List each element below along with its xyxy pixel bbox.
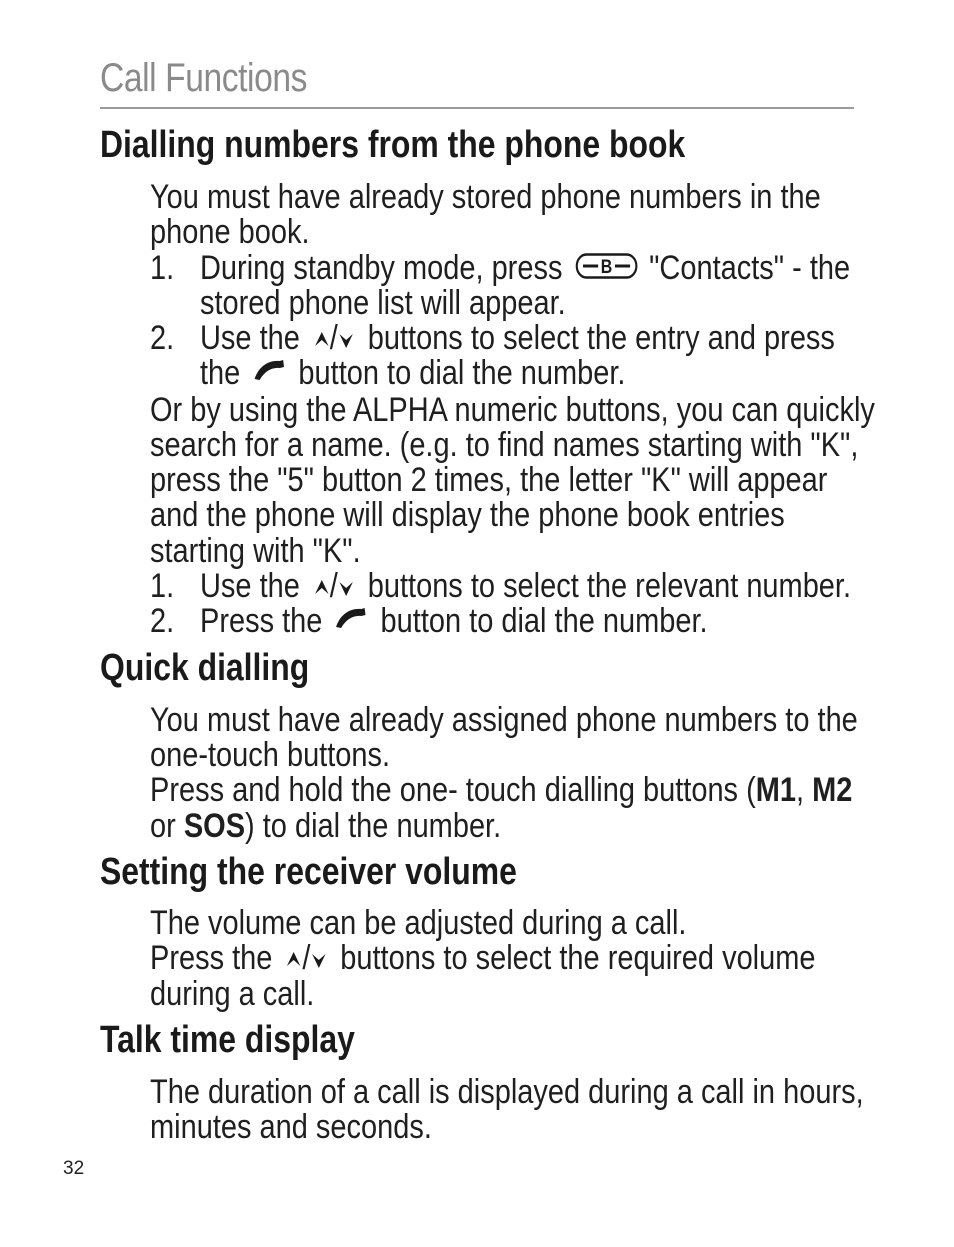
body-text: The volume can be adjusted during a call. [150,904,687,942]
body-text: You must have already assigned phone numbers to the [150,701,858,739]
section-heading-quick: Quick dialling [100,647,310,689]
up-arrow-icon [313,565,330,605]
up-arrow-icon [286,937,303,977]
body-text: Press the / buttons to select the required volume [150,938,942,980]
down-arrow-icon [310,939,327,979]
body-text: press the "5" button 2 times, the letter "K" will appear [150,461,828,499]
page-number: 32 [63,1158,85,1179]
body-text: The duration of a call is displayed during a call in hours, [150,1073,864,1111]
body-text: during a call. [150,975,315,1013]
body-text: and the phone will display the phone book entries [150,496,785,534]
section-heading-volume: Setting the receiver volume [100,851,517,893]
step-number: 1. [150,567,175,605]
step-number: 2. [150,319,175,357]
svg-text:B: B [600,255,613,278]
step-number: 1. [150,249,175,287]
button-label-m1: M1 [755,771,797,809]
body-text: starting with "K". [150,532,361,570]
step-text: Use the / buttons to select the relevant number. [200,566,954,608]
step-text: the button to dial the number. [200,353,707,395]
call-handset-icon [252,351,286,391]
step-text: Use the / buttons to select the entry and press [200,318,954,360]
softkey-b-icon [576,248,638,288]
body-text: one-touch buttons. [150,736,391,774]
call-handset-icon [334,599,368,639]
up-arrow-icon [313,317,330,357]
body-text: phone book. [150,213,310,251]
body-text: or SOS) to dial the number. [150,807,502,845]
step-number: 2. [150,602,175,640]
body-text: search for a name. (e.g. to find names starting with "K", [150,426,859,464]
button-label-sos: SOS [183,807,246,845]
body-text: Or by using the ALPHA numeric buttons, you can quickly [150,391,875,429]
page-title: Call Functions [100,56,308,100]
step-text: During standby mode, press B "Contacts" - the [200,249,851,287]
body-text: Press and hold the one- touch dialling buttons (M1, M2 [150,771,853,809]
step-text: stored phone list will appear. [200,284,566,322]
section-heading-phonebook: Dialling numbers from the phone book [100,124,686,166]
section-heading-talk: Talk time display [100,1019,355,1061]
body-text: minutes and seconds. [150,1108,432,1146]
button-label-m2: M2 [812,771,853,809]
title-divider [100,107,854,109]
body-text: You must have already stored phone numbers in the [150,178,821,216]
step-text: Press the button to dial the number. [200,601,804,643]
